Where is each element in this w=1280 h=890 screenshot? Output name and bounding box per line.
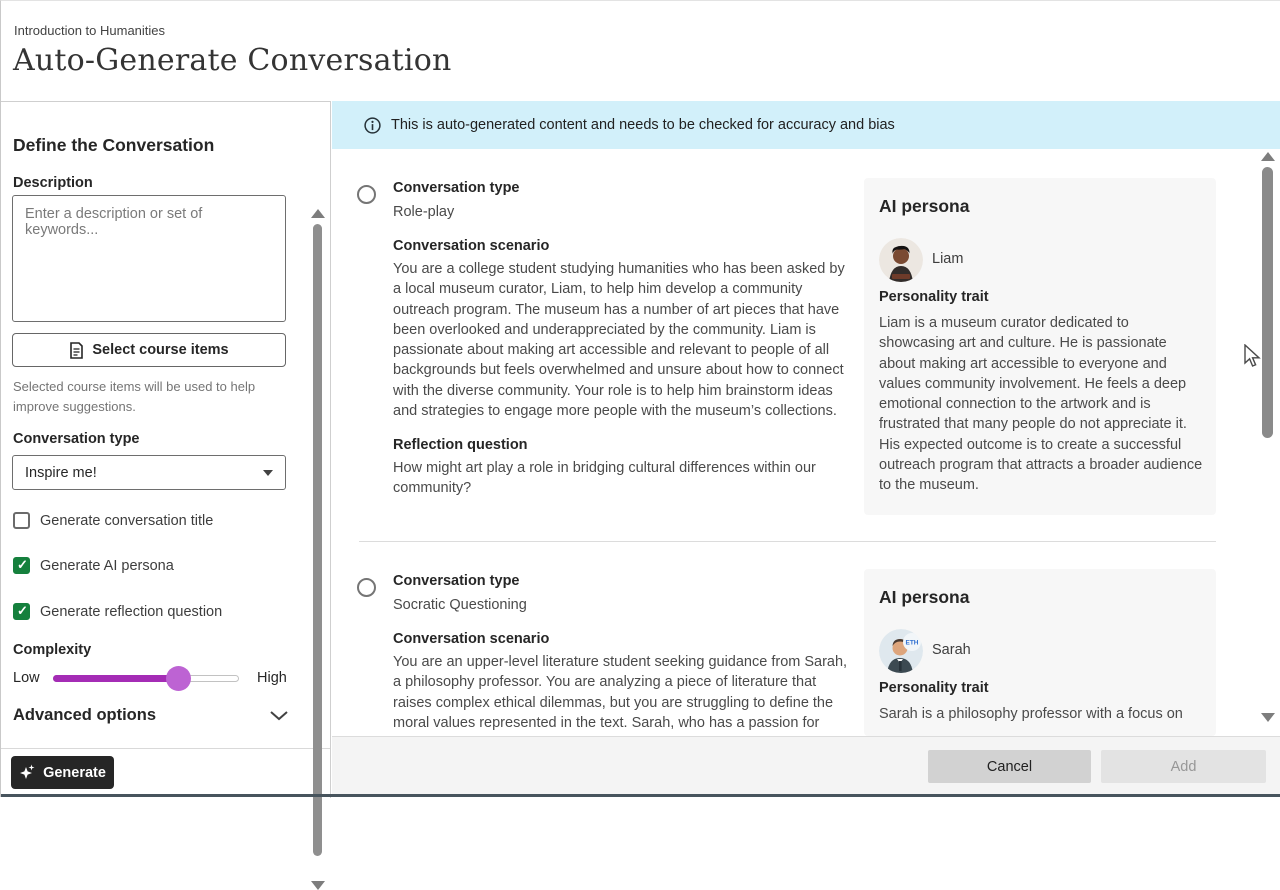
sidebar-scrollbar-thumb[interactable] xyxy=(313,224,322,856)
description-input[interactable] xyxy=(12,195,286,322)
complexity-low-label: Low xyxy=(13,670,40,686)
personality-trait-text: Sarah is a philosophy professor with a focus on xyxy=(879,706,1183,722)
checkbox-generate-ai-persona[interactable] xyxy=(13,557,174,574)
conversation-type-label: Conversation type xyxy=(13,431,140,447)
ai-persona-card xyxy=(864,178,1216,515)
conversation-scenario-text: You are a college student studying humanities who has been asked by a local museum curator, Liam, to help him develop a community outreach program. The museum has a number of art pieces that have been overlooked and underappreciated by the community. Liam is passionate about making art accessible and relevant to people of all backgrounds but feels overwhelmed and unsure about how to connect with the diverse community. Your role is to help him brainstorm ideas and strategies to engage more people with the museum’s collections. xyxy=(393,261,845,420)
complexity-label: Complexity xyxy=(13,642,92,658)
svg-text:ETH: ETH xyxy=(905,639,919,647)
checkbox-label: Generate AI persona xyxy=(40,557,174,574)
generate-button[interactable] xyxy=(11,756,114,789)
ai-content-banner-text: This is auto-generated content and needs to be checked for accuracy and bias xyxy=(391,117,895,133)
main-scroll-down-arrow[interactable] xyxy=(1261,713,1275,722)
persona-avatar xyxy=(879,629,923,673)
persona-name: Liam xyxy=(932,251,964,267)
mouse-cursor-icon xyxy=(1244,344,1261,368)
add-button[interactable]: Add xyxy=(1101,750,1266,783)
sidebar-footer-divider xyxy=(1,748,330,749)
conversation-scenario-text: You are an upper-level literature student seeking guidance from Sarah, a philosophy professor. You are analyzing a piece of literature that raises complex ethical dilemmas, but you are struggling to define the moral values represented in the text. Sarah, who has a passion for xyxy=(393,654,848,731)
persona-name: Sarah xyxy=(932,642,971,658)
complexity-slider-thumb[interactable] xyxy=(166,666,191,691)
main-scroll-up-arrow[interactable] xyxy=(1261,152,1275,161)
sidebar-scroll-down-arrow[interactable] xyxy=(311,881,325,890)
define-conversation-panel xyxy=(1,101,331,798)
conversation-type-value: Socratic Questioning xyxy=(393,597,527,613)
sidebar-heading: Define the Conversation xyxy=(13,135,215,155)
info-icon xyxy=(364,117,381,134)
sidebar-scroll-up-arrow[interactable] xyxy=(311,209,325,218)
select-course-items-label: Select course items xyxy=(92,342,229,358)
suggestion-radio-role-play[interactable] xyxy=(357,185,376,204)
checkbox-checked-icon xyxy=(13,557,30,574)
complexity-slider-fill xyxy=(53,675,178,682)
conversation-type-value: Role-play xyxy=(393,204,455,220)
checkbox-checked-icon xyxy=(13,603,30,620)
conversation-type-label: Conversation type xyxy=(393,573,520,589)
checkbox-generate-conversation-title[interactable] xyxy=(13,512,213,529)
document-icon xyxy=(69,342,84,359)
checkbox-generate-reflection-question[interactable] xyxy=(13,603,222,620)
breadcrumb: Introduction to Humanities xyxy=(14,23,166,38)
ai-content-banner xyxy=(332,101,1280,149)
conversation-type-selected-value: Inspire me! xyxy=(25,464,97,481)
sparkle-icon xyxy=(19,764,36,781)
checkbox-label: Generate conversation title xyxy=(40,512,214,529)
personality-trait-label: Personality trait xyxy=(879,289,989,305)
conversation-scenario-label: Conversation scenario xyxy=(393,238,550,254)
suggestions-divider xyxy=(359,541,1216,542)
suggestions-panel xyxy=(332,101,1280,798)
dropdown-caret-icon xyxy=(263,470,273,476)
personality-trait-text: Liam is a museum curator dedicated to showcasing art and culture. He is passionate about making art accessible to everyone and values community involvement. He feels a deep emotional connection to the artwork and is frustrated that many people do not appreciate it. His expected outcome is to create a successful outreach program that attracts a broader audience to the museum. xyxy=(879,315,1203,494)
personality-trait-label: Personality trait xyxy=(879,680,989,696)
chevron-down-icon[interactable] xyxy=(269,710,289,721)
advanced-options-toggle[interactable]: Advanced options xyxy=(13,706,157,724)
checkbox-label: Generate reflection question xyxy=(40,603,223,620)
conversation-type-label: Conversation type xyxy=(393,180,520,196)
main-scrollbar-thumb[interactable] xyxy=(1262,167,1273,438)
reflection-question-text: How might art play a role in bridging cultural differences within our community? xyxy=(393,460,816,497)
ai-persona-heading: AI persona xyxy=(879,196,970,216)
ai-persona-card xyxy=(864,569,1216,736)
description-label: Description xyxy=(13,175,93,191)
course-items-helper-text: Selected course items will be used to help improve suggestions. xyxy=(13,379,256,414)
cancel-button[interactable]: Cancel xyxy=(928,750,1091,783)
reflection-question-label: Reflection question xyxy=(393,437,528,453)
checkbox-unchecked-icon xyxy=(13,512,30,529)
dialog-footer xyxy=(332,736,1280,796)
persona-avatar xyxy=(879,238,923,282)
suggestion-radio-socratic[interactable] xyxy=(357,578,376,597)
complexity-high-label: High xyxy=(257,670,287,686)
conversation-scenario-label: Conversation scenario xyxy=(393,631,550,647)
ai-persona-heading: AI persona xyxy=(879,587,970,607)
select-course-items-button[interactable] xyxy=(12,333,286,367)
page-title: Auto-Generate Conversation xyxy=(13,43,452,78)
conversation-type-select[interactable] xyxy=(12,455,286,490)
suggestions-scroll-area xyxy=(332,151,1280,736)
generate-button-label: Generate xyxy=(43,764,106,781)
